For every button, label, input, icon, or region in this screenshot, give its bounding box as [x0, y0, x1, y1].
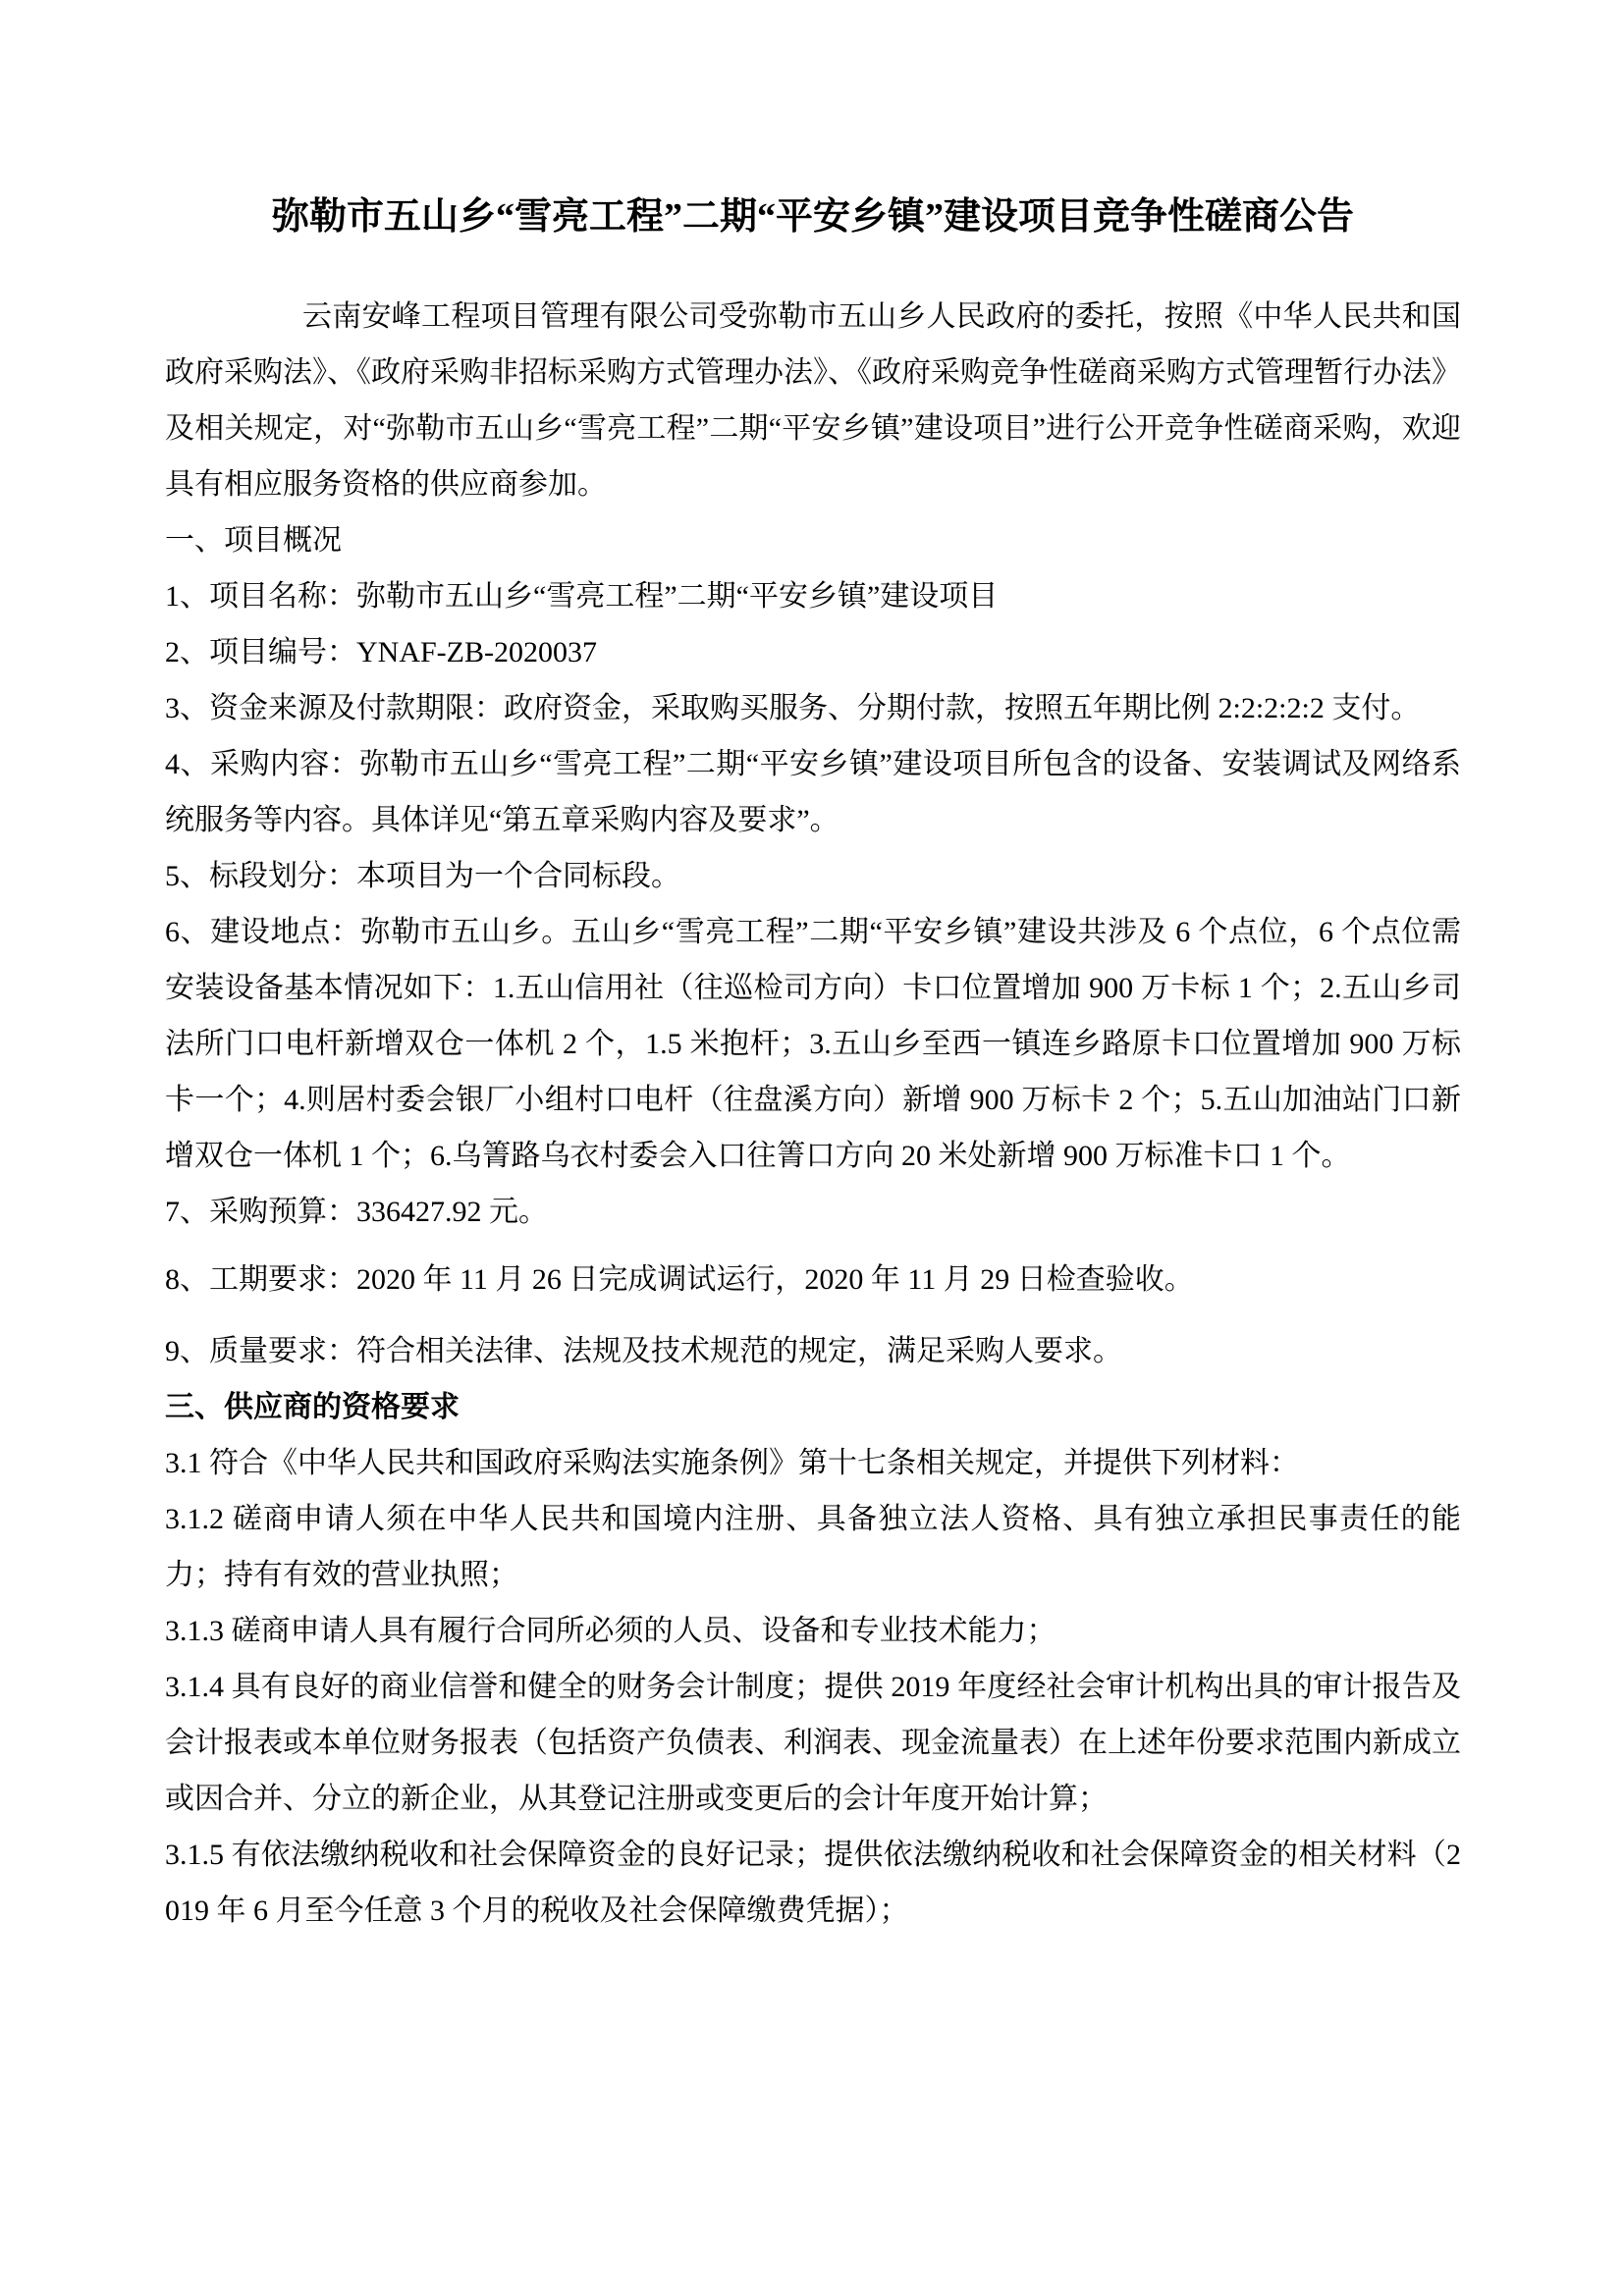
- item-procurement-content: 4、采购内容：弥勒市五山乡“雪亮工程”二期“平安乡镇”建设项目所包含的设备、安装调试及网络系统服务等内容。具体详见“第五章采购内容及要求”。: [165, 748, 1461, 836]
- item-qualification-3-1-3: 3.1.3 磋商申请人具有履行合同所必须的人员、设备和专业技术能力；: [165, 1615, 1056, 1647]
- intro-paragraph: 云南安峰工程项目管理有限公司受弥勒市五山乡人民政府的委托，按照《中华人民共和国政府采购法》、《政府采购非招标采购方式管理办法》、《政府采购竞争性磋商采购方式管理暂行办法》及相关规定，对“弥勒市五山乡“雪亮工程”二期“平安乡镇”建设项目”进行公开竞争性磋商采购，欢迎具有相应服务资格的供应商参加。: [165, 300, 1461, 501]
- item-qualification-3-1-5: 3.1.5 有依法缴纳税收和社会保障资金的良好记录；提供依法缴纳税收和社会保障资金的相关材料（2019 年 6 月至今任意 3 个月的税收及社会保障缴费凭据）；: [165, 1839, 1461, 1927]
- item-schedule-requirement: 8、工期要求：2020 年 11 月 26 日完成调试运行，2020 年 11 月 29 日检查验收。: [165, 1263, 1194, 1296]
- item-quality-requirement: 9、质量要求：符合相关法律、法规及技术规范的规定，满足采购人要求。: [165, 1335, 1122, 1367]
- item-qualification-3-1-2: 3.1.2 磋商申请人须在中华人民共和国境内注册、具备独立法人资格、具有独立承担民事责任的能力；持有有效的营业执照；: [165, 1503, 1461, 1591]
- item-qualification-3-1-4: 3.1.4 具有良好的商业信誉和健全的财务会计制度；提供 2019 年度经社会审计机构出具的审计报告及会计报表或本单位财务报表（包括资产负债表、利润表、现金流量表）在上述年份要求范围内新成立或因合并、分立的新企业，从其登记注册或变更后的会计年度开始计算；: [165, 1671, 1461, 1815]
- section-heading-project-overview: 一、项目概况: [165, 524, 342, 557]
- section-heading-supplier-qualification: 三、供应商的资格要求: [165, 1391, 460, 1423]
- item-project-name: 1、项目名称：弥勒市五山乡“雪亮工程”二期“平安乡镇”建设项目: [165, 580, 999, 613]
- document-title: 弥勒市五山乡“雪亮工程”二期“平安乡镇”建设项目竞争性磋商公告: [271, 196, 1354, 238]
- item-project-number: 2、项目编号：YNAF-ZB-2020037: [165, 636, 597, 668]
- item-lot-division: 5、标段划分：本项目为一个合同标段。: [165, 860, 680, 892]
- item-qualification-3-1: 3.1 符合《中华人民共和国政府采购法实施条例》第十七条相关规定，并提供下列材料：: [165, 1447, 1299, 1479]
- item-procurement-budget: 7、采购预算：336427.92 元。: [165, 1196, 548, 1228]
- item-funding-source: 3、资金来源及付款期限：政府资金，采取购买服务、分期付款，按照五年期比例 2:2:2:2:2 支付。: [165, 692, 1421, 724]
- item-construction-site: 6、建设地点：弥勒市五山乡。五山乡“雪亮工程”二期“平安乡镇”建设共涉及 6 个点位，6 个点位需安装设备基本情况如下：1.五山信用社（往巡检司方向）卡口位置增加 900 万卡标 1 个；2.五山乡司法所门口电杆新增双仓一体机 2 个，1.5 米抱杆；3.五山乡至西一镇连乡路原卡口位置增加 900 万标卡一个；4.则居村委会银厂小组村口电杆（往盘溪方向）新增 900 万标卡 2 个；5.五山加油站门口新增双仓一体机 1 个；6.乌箐路乌衣村委会入口往箐口方向 20 米处新增 900 万标准卡口 1 个。: [165, 916, 1461, 1172]
